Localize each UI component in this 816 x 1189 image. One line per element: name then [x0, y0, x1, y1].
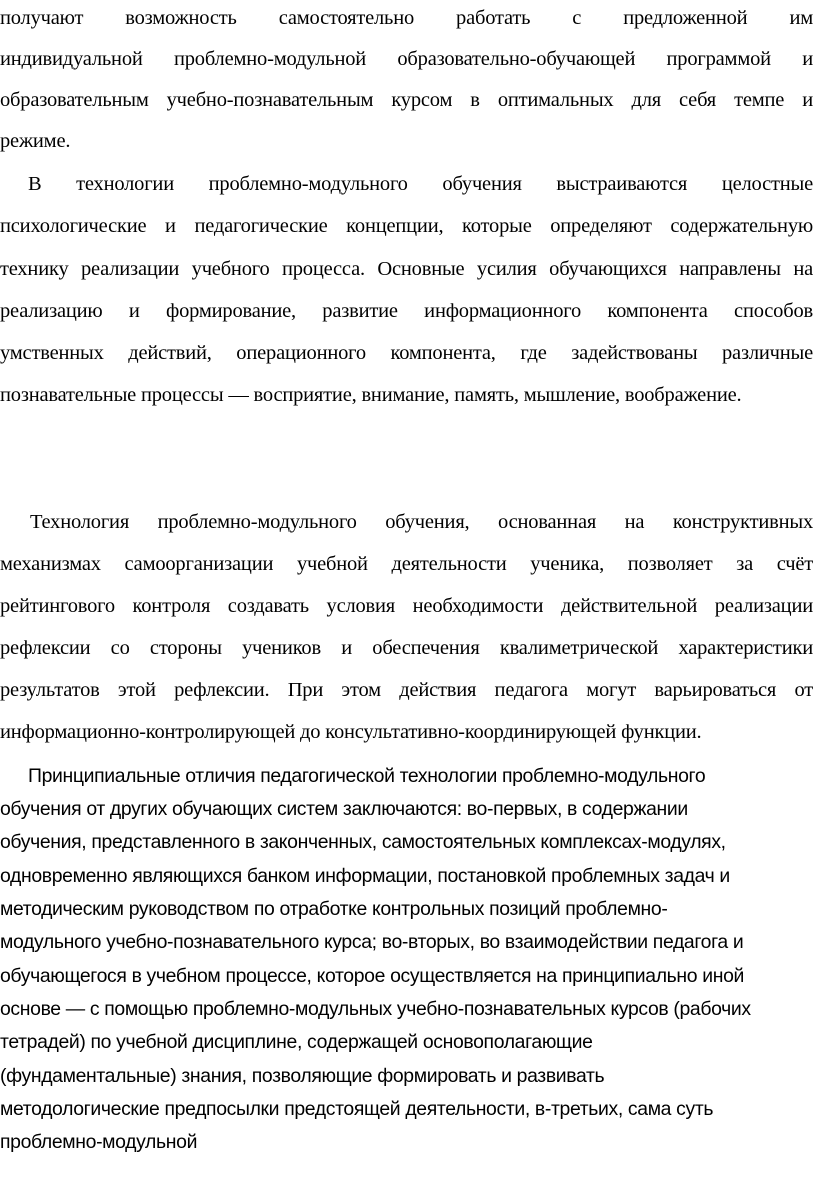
paragraph-line: модульного учебно-познавательного курса; во-вторых, во взаимодействии педагога и [0, 931, 744, 953]
paragraph-line: умственных действий, операционного компонента, где задействованы различные [0, 342, 813, 364]
paragraph-line: получают возможность самостоятельно работать с предложенной им [0, 7, 813, 29]
paragraph-line: результатов этой рефлексии. При этом действия педагога могут варьироваться от [0, 679, 813, 701]
paragraph-line: обучения от других обучающих систем заключаются: во-первых, в содержании [0, 798, 688, 820]
paragraph-line: познавательные процессы — восприятие, внимание, память, мышление, воображение. [0, 384, 742, 406]
paragraph-line: Технология проблемно-модульного обучения, основанная на конструктивных [30, 511, 813, 533]
paragraph-line: образовательным учебно-познавательным курсом в оптимальных для себя темпе и [0, 89, 813, 111]
paragraph-line: обучения, представленного в законченных, самостоятельных комплексах-модулях, [0, 831, 726, 853]
paragraph-line: методическим руководством по отработке контрольных позиций проблемно- [0, 898, 668, 920]
paragraph-line: рефлексии со стороны учеников и обеспечения квалиметрической характеристики [0, 637, 813, 659]
paragraph-line: информационно-контролирующей до консультативно-координирующей функции. [0, 721, 702, 743]
paragraph-line: технику реализации учебного процесса. Основные усилия обучающихся направлены на [0, 258, 813, 280]
paragraph-line: рейтингового контроля создавать условия необходимости действительной реализации [0, 595, 813, 617]
paragraph-line: психологические и педагогические концепции, которые определяют содержательную [0, 215, 813, 237]
paragraph-line: реализацию и формирование, развитие информационного компонента способов [0, 300, 813, 322]
paragraph-line: Принципиальные отличия педагогической технологии проблемно-модульного [28, 765, 706, 787]
paragraph-line: основе — с помощью проблемно-модульных учебно-познавательных курсов (рабочих [0, 998, 751, 1020]
paragraph-line: одновременно являющихся банком информации, постановкой проблемных задач и [0, 865, 730, 887]
paragraph-line: индивидуальной проблемно-модульной образовательно-обучающей программой и [0, 48, 813, 70]
paragraph-line: механизмах самоорганизации учебной деятельности ученика, позволяет за счёт [0, 553, 813, 575]
paragraph-line: методологические предпосылки предстоящей деятельности, в-третьих, сама суть [0, 1098, 714, 1120]
paragraph-line: тетрадей) по учебной дисциплине, содержащей основополагающие [0, 1031, 593, 1053]
paragraph-line: (фундаментальные) знания, позволяющие формировать и развивать [0, 1065, 605, 1087]
paragraph-line: В технологии проблемно-модульного обучения выстраиваются целостные [28, 173, 813, 195]
paragraph-line: проблемно-модульной [0, 1131, 198, 1153]
paragraph-line: режиме. [0, 130, 71, 152]
paragraph-line: обучающегося в учебном процессе, которое осуществляется на принципиально иной [0, 965, 745, 987]
